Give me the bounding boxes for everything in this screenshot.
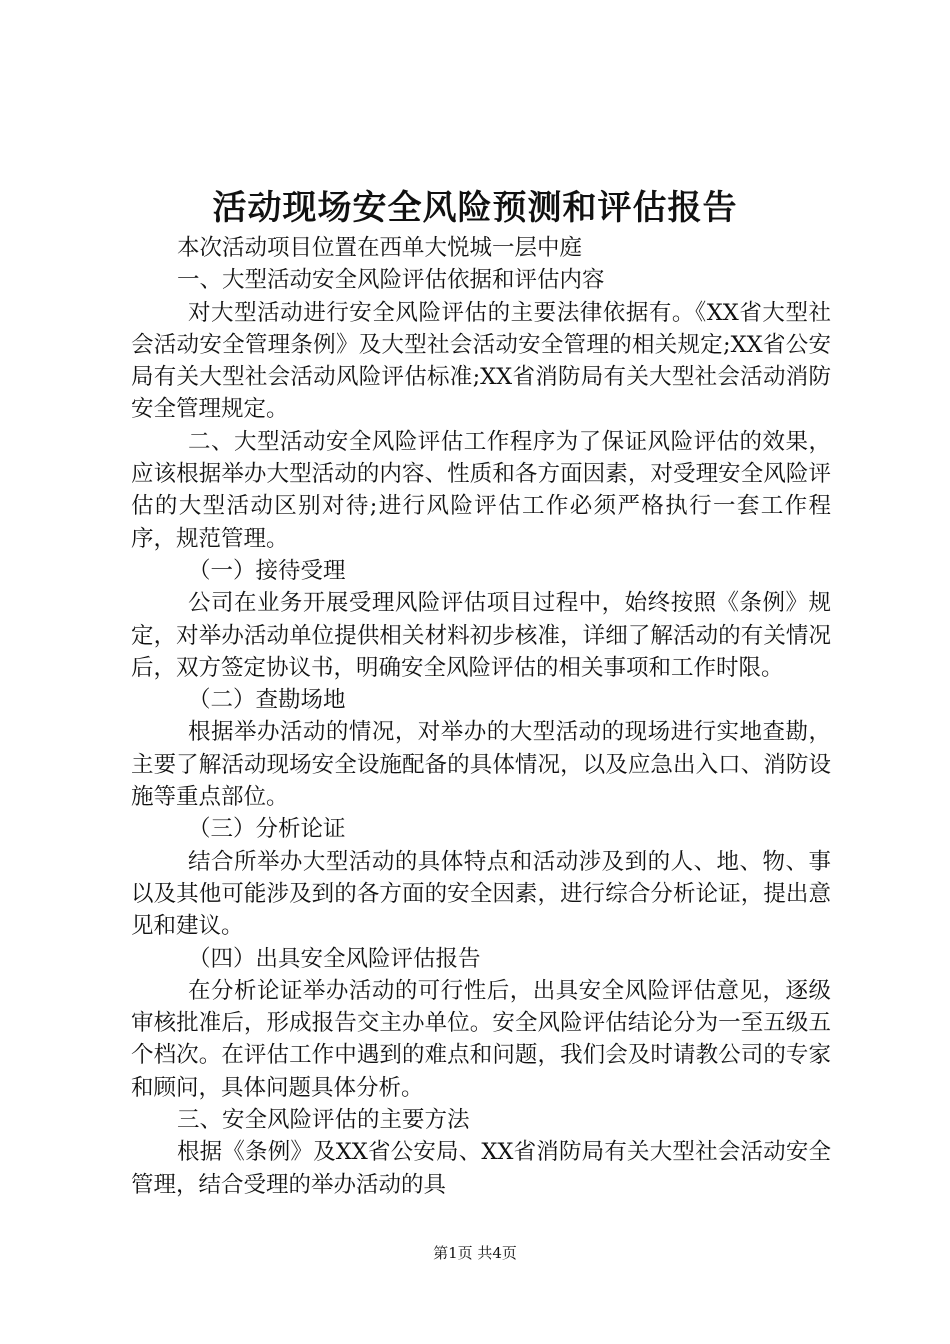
paragraph: 本次活动项目位置在西单大悦城一层中庭 [177, 235, 583, 261]
paragraph: 根据举办活动的情况，对举办的大型活动的现场进行实地查勘，主要了解活动现场安全设施配备的具体情况，以及应急出入口、消防设施等重点部位。 [131, 719, 831, 811]
paragraph: 在分析论证举办活动的可行性后，出具安全风险评估意见，逐级审核批准后，形成报告交主办单位。安全风险评估结论分为一至五级五个档次。在评估工作中遇到的难点和问题，我们会及时请教公司的专家和顾问，具体问题具体分析。 [131, 977, 831, 1101]
paragraph: （一）接待受理 [188, 557, 346, 584]
paragraph: 对大型活动进行安全风险评估的主要法律依据有。《XX省大型社会活动安全管理条例》及大型社会活动安全管理的相关规定;XX省公安局有关大型社会活动风险评估标准;XX省消防局有关大型社会活动消防安全管理规定。 [131, 299, 831, 423]
paragraph: （四）出具安全风险评估报告 [188, 945, 481, 972]
paragraph: 根据《条例》及XX省公安局、XX省消防局有关大型社会活动安全管理，结合受理的举办活动的具 [131, 1139, 831, 1198]
paragraph: 二、大型活动安全风险评估工作程序为了保证风险评估的效果，应该根据举办大型活动的内容、性质和各方面因素，对受理安全风险评估的大型活动区别对待;进行风险评估工作必须严格执行一套工作程序，规范管理。 [131, 428, 831, 552]
paragraph: 一、大型活动安全风险评估依据和评估内容 [177, 267, 605, 294]
paragraph: 公司在业务开展受理风险评估项目过程中，始终按照《条例》规定，对举办活动单位提供相关材料初步核准，详细了解活动的有关情况后，双方签定协议书，明确安全风险评估的相关事项和工作时限。 [131, 590, 831, 681]
page-footer: 第1页 共4页 [433, 1244, 517, 1262]
document-title: 活动现场安全风险预测和评估报告 [212, 188, 738, 228]
paragraph: （二）查勘场地 [188, 687, 346, 714]
paragraph: （三）分析论证 [188, 816, 346, 843]
paragraph: 三、安全风险评估的主要方法 [177, 1107, 470, 1134]
document-body [131, 232, 831, 1201]
paragraph: 结合所举办大型活动的具体特点和活动涉及到的人、地、物、事以及其他可能涉及到的各方面的安全因素，进行综合分析论证，提出意见和建议。 [131, 848, 831, 940]
